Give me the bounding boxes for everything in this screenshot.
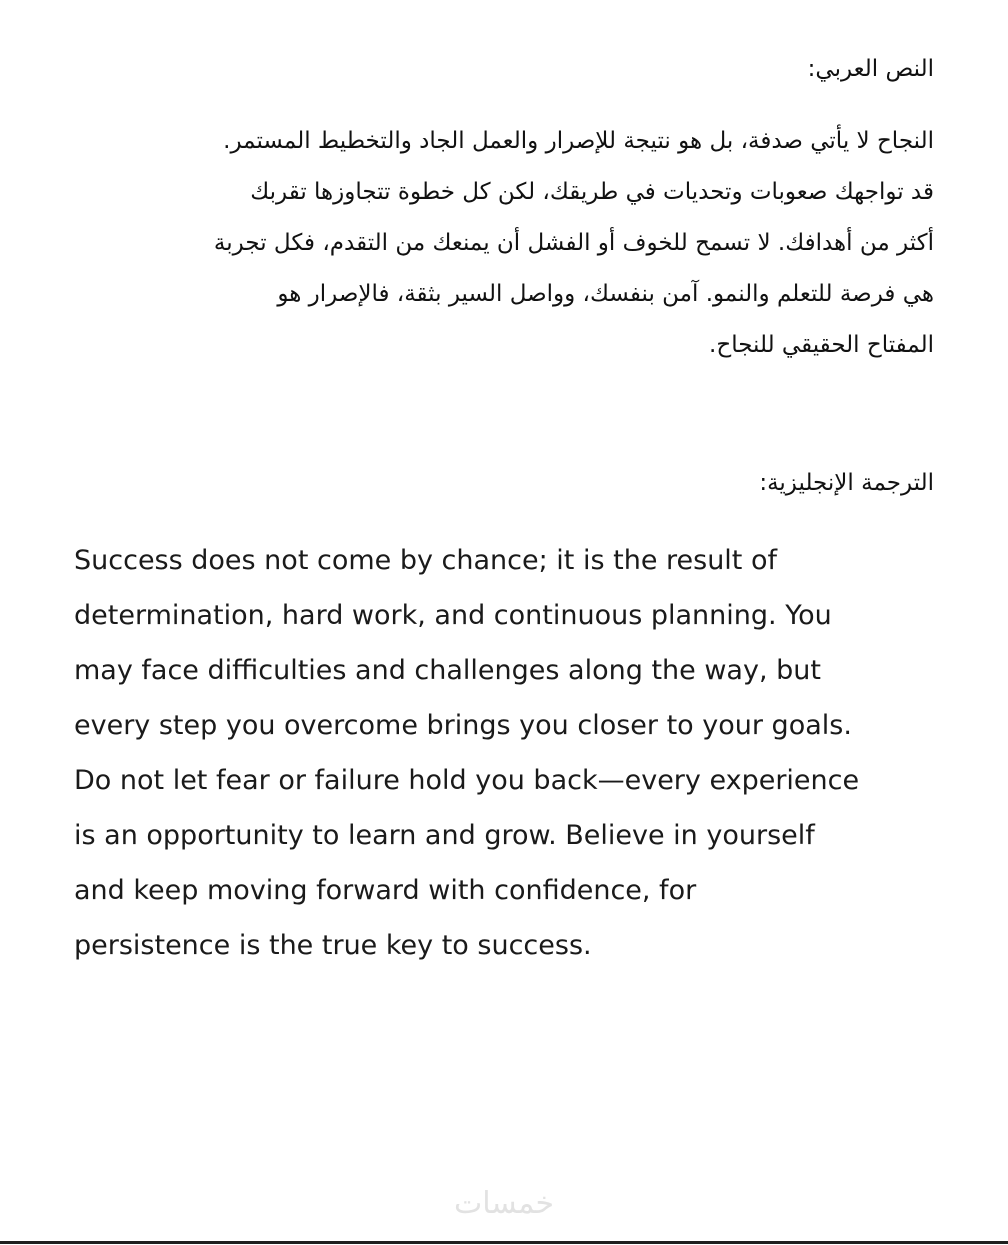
english-text-line: may face difficulties and challenges along the way, but bbox=[74, 655, 821, 686]
khamsat-watermark: خمسات bbox=[453, 1186, 555, 1221]
english-text-line: Success does not come by chance; it is the result of bbox=[74, 545, 778, 576]
english-text-line: persistence is the true key to success. bbox=[74, 930, 592, 961]
english-text-line: and keep moving forward with confidence, for bbox=[74, 875, 697, 906]
english-text-line: determination, hard work, and continuous planning. You bbox=[74, 600, 832, 631]
arabic-text-line: قد تواجهك صعوبات وتحديات في طريقك، لكن كل خطوة تتجاوزها تقربك bbox=[250, 179, 934, 205]
english-text-line: every step you overcome brings you closer to your goals. bbox=[74, 710, 852, 741]
arabic-text-heading: النص العربي: bbox=[807, 56, 934, 82]
arabic-text-line: النجاح لا يأتي صدفة، بل هو نتيجة للإصرار والعمل الجاد والتخطيط المستمر. bbox=[223, 128, 934, 154]
english-translation-heading: الترجمة الإنجليزية: bbox=[759, 470, 934, 496]
english-translation-body bbox=[74, 533, 944, 973]
arabic-text-line: أكثر من أهدافك. لا تسمح للخوف أو الفشل أن يمنعك من التقدم، فكل تجربة bbox=[213, 230, 934, 256]
bottom-divider bbox=[0, 1241, 1008, 1244]
english-text-line: is an opportunity to learn and grow. Believe in yourself bbox=[74, 820, 815, 851]
english-text-line: Do not let fear or failure hold you back—every experience bbox=[74, 765, 860, 796]
arabic-text-line: المفتاح الحقيقي للنجاح. bbox=[709, 332, 934, 358]
arabic-text-line: هي فرصة للتعلم والنمو. آمن بنفسك، وواصل السير بثقة، فالإصرار هو bbox=[277, 281, 934, 307]
arabic-text-body bbox=[74, 116, 934, 371]
